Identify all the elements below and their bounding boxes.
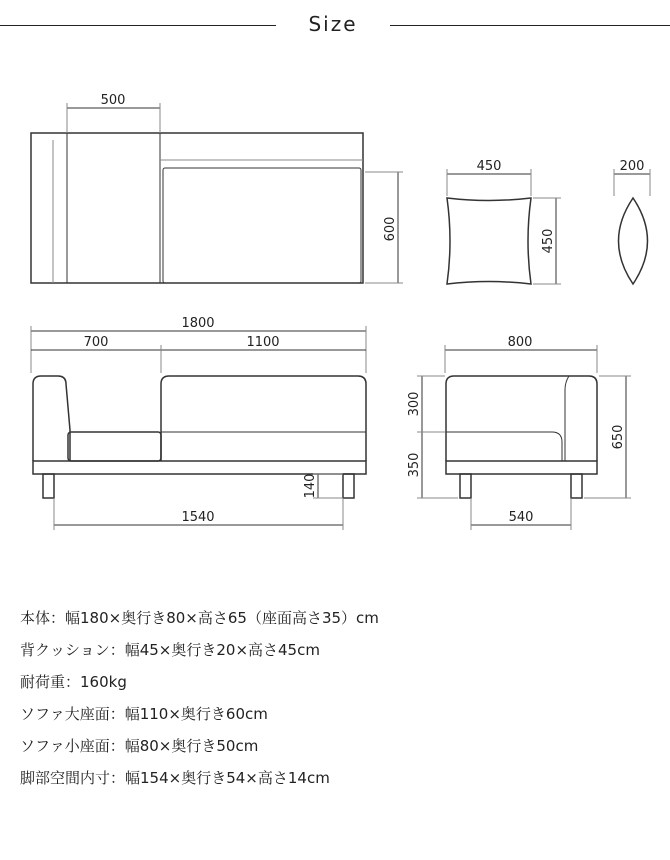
dim-cushion-thickness: 200 [619,159,645,174]
dim-leg-span-front: 1540 [181,510,215,525]
spec-list [20,604,379,796]
cushion-front-view [447,169,561,284]
dim-cushion-width: 450 [476,159,502,174]
spec-load-capacity: 耐荷重：160kg [20,673,127,691]
dim-leg-height: 140 [303,473,318,499]
dim-seat-height: 350 [407,452,422,478]
dim-top-depth: 600 [383,216,398,242]
dim-total-width: 1800 [181,316,215,331]
dim-left-section: 700 [83,335,109,350]
dim-total-height: 650 [611,424,626,450]
spec-large-seat: ソファ大座面：幅110×奥行き60cm [20,705,268,723]
dim-side-depth: 800 [507,335,533,350]
side-view [417,345,631,530]
spec-body: 本体：幅180×奥行き80×高さ65（座面高さ35）cm [20,609,379,627]
dim-leg-span-side: 540 [508,510,534,525]
spec-leg-space: 脚部空間内寸：幅154×奥行き54×高さ14cm [20,769,330,787]
section-title: Size [308,12,358,36]
top-view [31,103,403,283]
cushion-side-view [614,169,650,284]
dim-cushion-height: 450 [541,228,556,254]
dim-seat-width: 500 [100,93,126,108]
dim-back-height: 300 [407,391,422,417]
spec-back-cushion: 背クッション：幅45×奥行き20×高さ45cm [20,641,320,659]
spec-small-seat: ソファ小座面：幅80×奥行き50cm [20,737,259,755]
dim-right-section: 1100 [246,335,280,350]
